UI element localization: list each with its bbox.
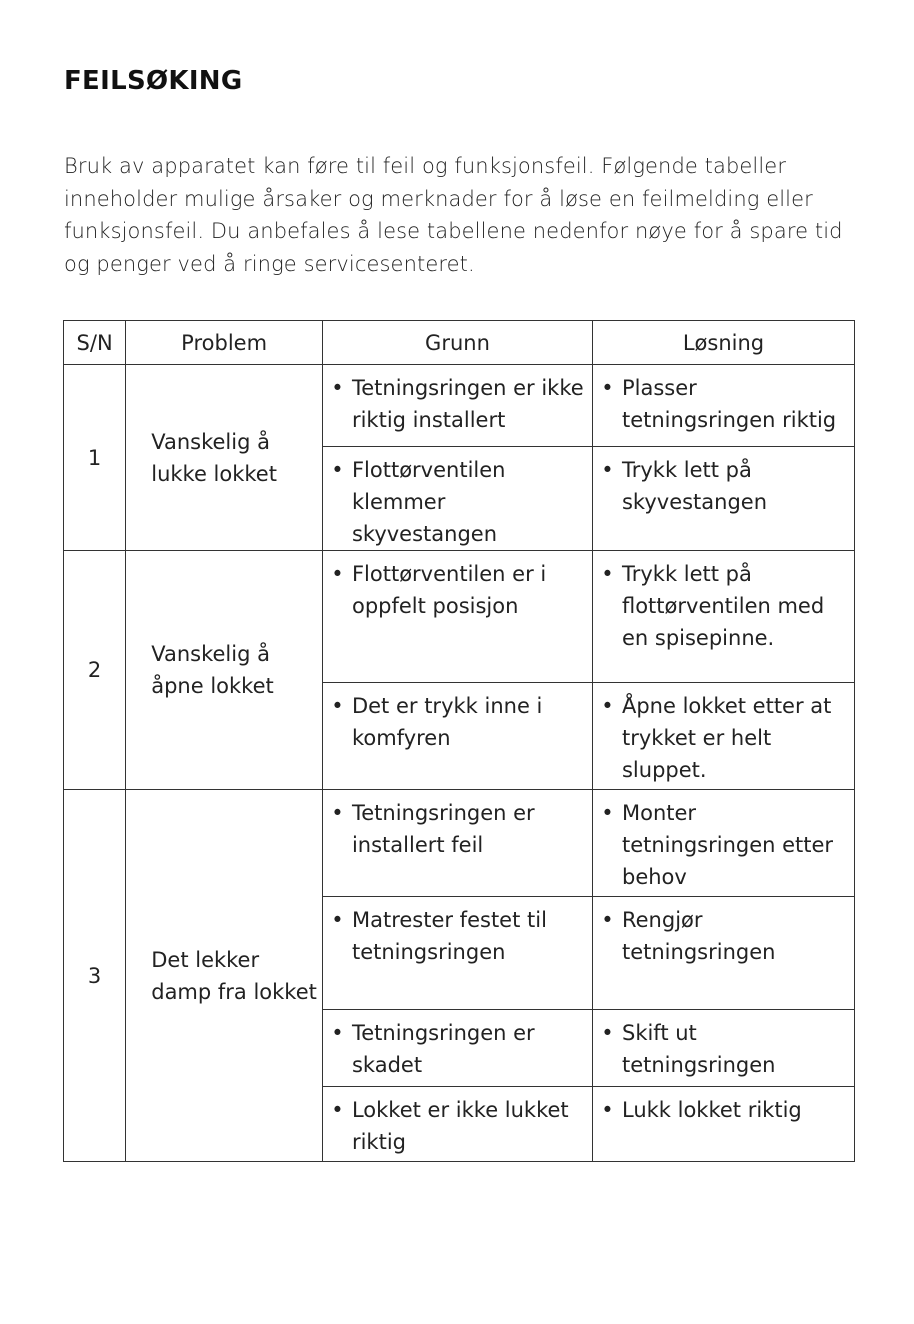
grunn-cell — [322, 447, 592, 551]
grunn-text: Tetningsringen er installert feil — [351, 801, 535, 857]
bullet-icon: • — [601, 908, 614, 932]
grunn-text: Tetningsringen er ikke riktig installert — [351, 376, 584, 432]
losning-cell — [592, 683, 854, 790]
losning-text: Skift ut tetningsringen — [621, 1021, 776, 1077]
sn-cell: 1 — [64, 365, 126, 551]
bullet-icon: • — [601, 694, 614, 718]
bullet-icon: • — [331, 376, 344, 400]
losning-cell — [592, 365, 854, 447]
table-row — [64, 551, 855, 683]
grunn-text: Flottørventilen klemmer skyvestangen — [351, 458, 506, 546]
table-header-row — [64, 321, 855, 365]
header-sn: S/N — [64, 321, 126, 365]
grunn-text: Flottørventilen er i oppfelt posisjon — [351, 562, 547, 618]
losning-text: Trykk lett på flottørventilen med en spisepinne. — [621, 562, 825, 650]
grunn-cell — [322, 551, 592, 683]
header-grunn: Grunn — [322, 321, 592, 365]
losning-cell — [592, 447, 854, 551]
bullet-icon: • — [601, 376, 614, 400]
losning-text: Lukk lokket riktig — [621, 1098, 802, 1122]
losning-cell — [592, 551, 854, 683]
sn-cell: 2 — [64, 551, 126, 790]
bullet-icon: • — [331, 1021, 344, 1045]
troubleshooting-table — [63, 320, 855, 1162]
losning-cell — [592, 897, 854, 1010]
grunn-cell — [322, 683, 592, 790]
sn-cell: 3 — [64, 790, 126, 1162]
losning-cell — [592, 790, 854, 897]
losning-cell — [592, 1087, 854, 1162]
problem-cell: Det lekker damp fra lokket — [126, 790, 323, 1162]
losning-text: Monter tetningsringen etter behov — [621, 801, 834, 889]
grunn-cell — [322, 1010, 592, 1087]
problem-cell: Vanskelig å åpne lokket — [126, 551, 323, 790]
bullet-icon: • — [331, 562, 344, 586]
losning-text: Åpne lokket etter at trykket er helt sluppet. — [621, 694, 832, 782]
grunn-text: Matrester festet til tetningsringen — [351, 908, 547, 964]
bullet-icon: • — [601, 1021, 614, 1045]
problem-cell: Vanskelig å lukke lokket — [126, 365, 323, 551]
bullet-icon: • — [601, 458, 614, 482]
grunn-cell — [322, 897, 592, 1010]
bullet-icon: • — [331, 694, 344, 718]
table-row — [64, 365, 855, 447]
grunn-text: Lokket er ikke lukket riktig — [351, 1098, 569, 1154]
losning-text: Plasser tetningsringen riktig — [621, 376, 837, 432]
losning-cell — [592, 1010, 854, 1087]
page-title: FEILSØKING — [64, 66, 243, 96]
header-losning: Løsning — [592, 321, 854, 365]
bullet-icon: • — [331, 801, 344, 825]
bullet-icon: • — [331, 908, 344, 932]
table-row — [64, 790, 855, 897]
grunn-text: Det er trykk inne i komfyren — [351, 694, 543, 750]
losning-text: Trykk lett på skyvestangen — [621, 458, 768, 514]
grunn-cell — [322, 1087, 592, 1162]
losning-text: Rengjør tetningsringen — [621, 908, 776, 964]
bullet-icon: • — [331, 458, 344, 482]
bullet-icon: • — [601, 1098, 614, 1122]
header-problem: Problem — [126, 321, 323, 365]
grunn-text: Tetningsringen er skadet — [351, 1021, 535, 1077]
grunn-cell — [322, 790, 592, 897]
bullet-icon: • — [601, 562, 614, 586]
grunn-cell — [322, 365, 592, 447]
bullet-icon: • — [601, 801, 614, 825]
intro-paragraph: Bruk av apparatet kan føre til feil og funksjonsfeil. Følgende tabeller inneholder mulige årsaker og merknader for å løse en feilmelding eller funksjonsfeil. Du anbefales å lese tabellene nedenfor nøye for å spare tid og penger ved å ringe servicesenteret. — [64, 154, 843, 276]
bullet-icon: • — [331, 1098, 344, 1122]
